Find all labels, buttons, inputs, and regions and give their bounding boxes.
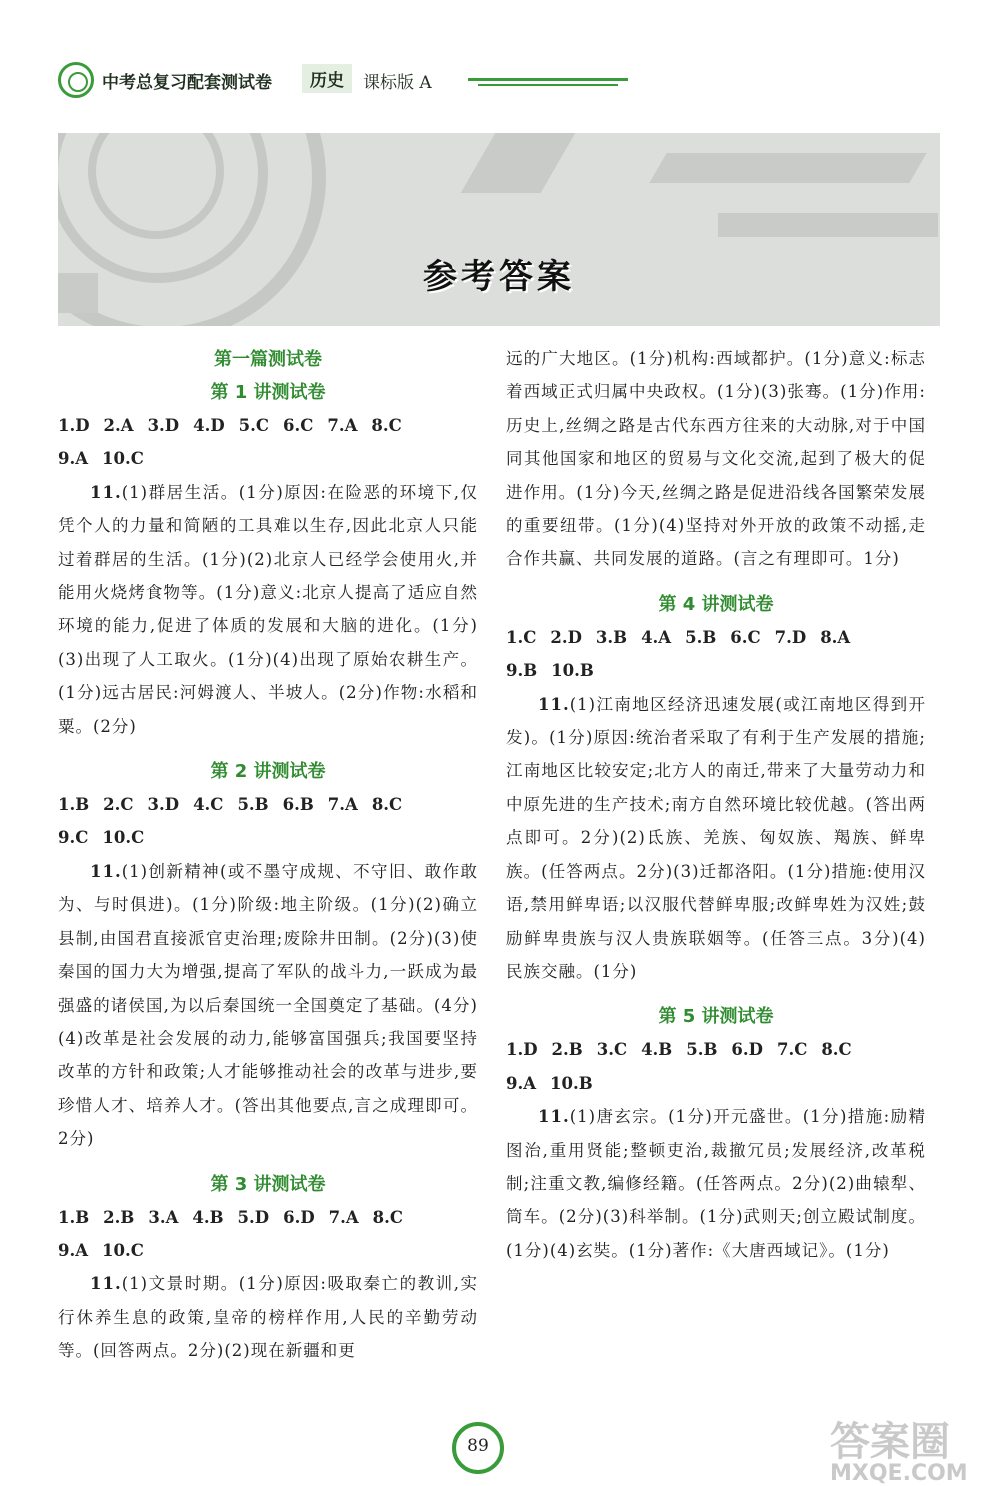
answer: 7.A	[327, 416, 358, 435]
watermark-text: 答案圈	[830, 1419, 950, 1465]
answer: 1.B	[58, 795, 90, 815]
answer: 5.B	[237, 795, 269, 815]
answer: 1.B	[58, 1207, 90, 1227]
answer: 9.A	[58, 449, 89, 469]
answer: 4.C	[193, 795, 224, 815]
question-number: 11.	[90, 1274, 122, 1294]
answer: 9.A	[506, 1073, 537, 1093]
answer: 1.C	[506, 627, 537, 647]
answer: 4.A	[641, 627, 672, 647]
lesson1-mc-row1	[58, 409, 478, 442]
answer: 10.C	[102, 828, 145, 848]
page-number: 89	[467, 1436, 489, 1456]
answer: 3.B	[595, 627, 628, 647]
header-rule	[468, 78, 628, 81]
lesson4-title: 第 4 讲测试卷	[658, 593, 774, 615]
answer: 2.B	[551, 1040, 583, 1060]
answer: 2.B	[103, 1207, 135, 1227]
banner-title: 参考答案	[423, 257, 575, 297]
answer: 6.D	[731, 1040, 763, 1060]
lesson5-q11	[506, 1100, 926, 1267]
answer: 5.B	[686, 1040, 718, 1060]
answer: 7.D	[774, 627, 807, 647]
lesson2-q11	[58, 855, 478, 1156]
answer: 8.C	[371, 416, 402, 435]
answer: 10.C	[102, 449, 144, 469]
answer: 4.D	[193, 416, 225, 435]
answer-banner	[58, 133, 940, 326]
answer: 3.D	[147, 795, 180, 815]
answer: 7.A	[328, 1207, 359, 1227]
lesson5-mc-row2	[506, 1067, 926, 1100]
answer: 6.C	[283, 416, 314, 435]
answer: 8.C	[372, 1207, 404, 1227]
answer: 4.B	[192, 1207, 224, 1227]
question-number: 11.	[538, 1107, 570, 1127]
lesson3-q11	[58, 1267, 478, 1367]
right-column	[506, 342, 926, 1267]
subject-label: 历史	[302, 64, 352, 93]
watermark	[830, 1410, 990, 1486]
answer: 6.C	[730, 627, 761, 647]
left-column	[58, 343, 478, 1368]
series-logo-icon	[58, 62, 94, 98]
banner-stripe	[461, 133, 576, 193]
answer: 3.D	[147, 416, 180, 435]
lesson3-mc-row2	[58, 1234, 478, 1267]
answer: 8.C	[371, 795, 403, 815]
answer: 5.C	[238, 416, 270, 435]
part-title: 第一篇测试卷	[214, 349, 322, 370]
answer-text: (1)创新精神(或不墨守成规、不守旧、敢作敢为、与时俱进)。(1分)阶级:地主阶级。(1分)(2)确立县制,由国君直接派官吏治理;废除井田制。(2分)(3)使秦国的国力大为增强,提高了军队的战斗力,一跃成为最强盛的诸侯国,为以后秦国统一全国奠定了基础。(4分)(4)改革是社会发展的动力,能够富国强兵;我国要坚持改革的方针和政策;人才能够推动社会的改革与进步,要珍惜人才、培养人才。(答出其他要点,言之成理即可。2分)	[58, 861, 478, 1149]
answer: 2.D	[550, 627, 582, 647]
lesson3-mc-row1	[58, 1201, 478, 1234]
answer: 9.A	[58, 1240, 89, 1260]
lesson2-title: 第 2 讲测试卷	[210, 761, 326, 783]
answer: 8.A	[820, 627, 851, 647]
lesson1-q11	[58, 476, 478, 743]
answer: 10.C	[102, 1240, 144, 1260]
answer: 7.C	[776, 1040, 808, 1060]
lesson4-q11	[506, 688, 926, 989]
page-header	[58, 60, 938, 100]
lesson4-mc-row1	[506, 621, 926, 654]
answer: 9.B	[506, 661, 538, 681]
answer: 7.A	[327, 795, 358, 815]
answer: 5.D	[237, 1207, 270, 1227]
answer-text: (1)文景时期。(1分)原因:吸取秦亡的教训,实行休养生息的政策,皇帝的榜样作用,人民的辛勤劳动等。(回答两点。2分)(2)现在新疆和更	[58, 1274, 478, 1361]
lesson2-mc-row1	[58, 788, 478, 821]
answer: 1.D	[58, 416, 90, 435]
answer: 2.C	[103, 795, 134, 815]
answer: 3.A	[148, 1207, 179, 1227]
question-number: 11.	[90, 861, 122, 881]
answer: 6.B	[282, 795, 314, 815]
page-number-badge	[444, 1422, 514, 1474]
version-label: 课标版 A	[363, 73, 432, 93]
lesson5-mc-row1	[506, 1033, 926, 1066]
lesson2-mc-row2	[58, 821, 478, 854]
lesson1-title: 第 1 讲测试卷	[210, 382, 326, 403]
answer: 10.B	[550, 1073, 593, 1093]
answer-text: (1)唐玄宗。(1分)开元盛世。(1分)措施:励精图治,重用贤能;整顿吏治,裁撤冗员;发展经济,改革税制;注重文教,编修经籍。(任答两点。2分)(2)曲辕犁、筒车。(2分)(3)科举制。(1分)武则天;创立殿试制度。(1分)(4)玄奘。(1分)著作:《大唐西域记》。(1分)	[506, 1107, 926, 1260]
lesson3-title: 第 3 讲测试卷	[210, 1173, 326, 1195]
question-number: 11.	[538, 694, 570, 714]
lesson3-q11-continued: 远的广大地区。(1分)机构:西域都护。(1分)意义:标志着西域正式归属中央政权。(1分)(3)张骞。(1分)作用:历史上,丝绸之路是古代东西方往来的大动脉,对于中国同其他国家和地区的贸易与文化交流,起到了极大的促进作用。(1分)今天,丝绸之路是促进沿线各国繁荣发展的重要纽带。(1分)(4)坚持对外开放的政策不动摇,走合作共赢、共同发展的道路。(言之有理即可。1分)	[506, 349, 926, 569]
answer: 2.A	[103, 416, 134, 435]
banner-stripe	[649, 153, 926, 183]
lesson1-mc-row2	[58, 442, 478, 475]
answer: 6.D	[283, 1207, 315, 1227]
answer-text: (1)群居生活。(1分)原因:在险恶的环境下,仅凭个人的力量和简陋的工具难以生存,因此北京人只能过着群居的生活。(1分)(2)北京人已经学会使用火,并能用火烧烤食物等。(1分)意义:北京人提高了适应自然环境的能力,促进了体质的发展和大脑的进化。(1分)(3)出现了人工取火。(1分)(4)出现了原始农耕生产。(1分)远古居民:河姆渡人、半坡人。(2分)作物:水稻和粟。(2分)	[58, 482, 478, 736]
banner-stripe	[718, 213, 938, 237]
answer: 5.B	[685, 627, 717, 647]
answer: 9.C	[58, 828, 89, 848]
series-title: 中考总复习配套测试卷	[102, 73, 272, 93]
answer: 8.C	[821, 1040, 852, 1060]
answer: 1.D	[506, 1040, 538, 1060]
header-rule-2	[478, 84, 618, 86]
question-number: 11.	[90, 482, 122, 502]
answer-text: (1)江南地区经济迅速发展(或江南地区得到开发)。(1分)原因:统治者采取了有利于生产发展的措施;江南地区比较安定;北方人的南迁,带来了大量劳动力和中原先进的生产技术;南方自然环境比较优越。(答出两点即可。2分)(2)氐族、羌族、匈奴族、羯族、鲜卑族。(任答两点。2分)(3)迁都洛阳。(1分)措施:使用汉语,禁用鲜卑语;以汉服代替鲜卑服;改鲜卑姓为汉姓;鼓励鲜卑贵族与汉人贵族联姻等。(任答三点。3分)(4)民族交融。(1分)	[506, 694, 926, 981]
answer: 10.B	[551, 661, 594, 681]
lesson4-mc-row2	[506, 654, 926, 687]
answer: 3.C	[596, 1040, 628, 1060]
watermark-domain: MXQE.COM	[830, 1461, 968, 1486]
answer: 4.B	[641, 1040, 673, 1060]
lesson5-title: 第 5 讲测试卷	[658, 1006, 774, 1028]
